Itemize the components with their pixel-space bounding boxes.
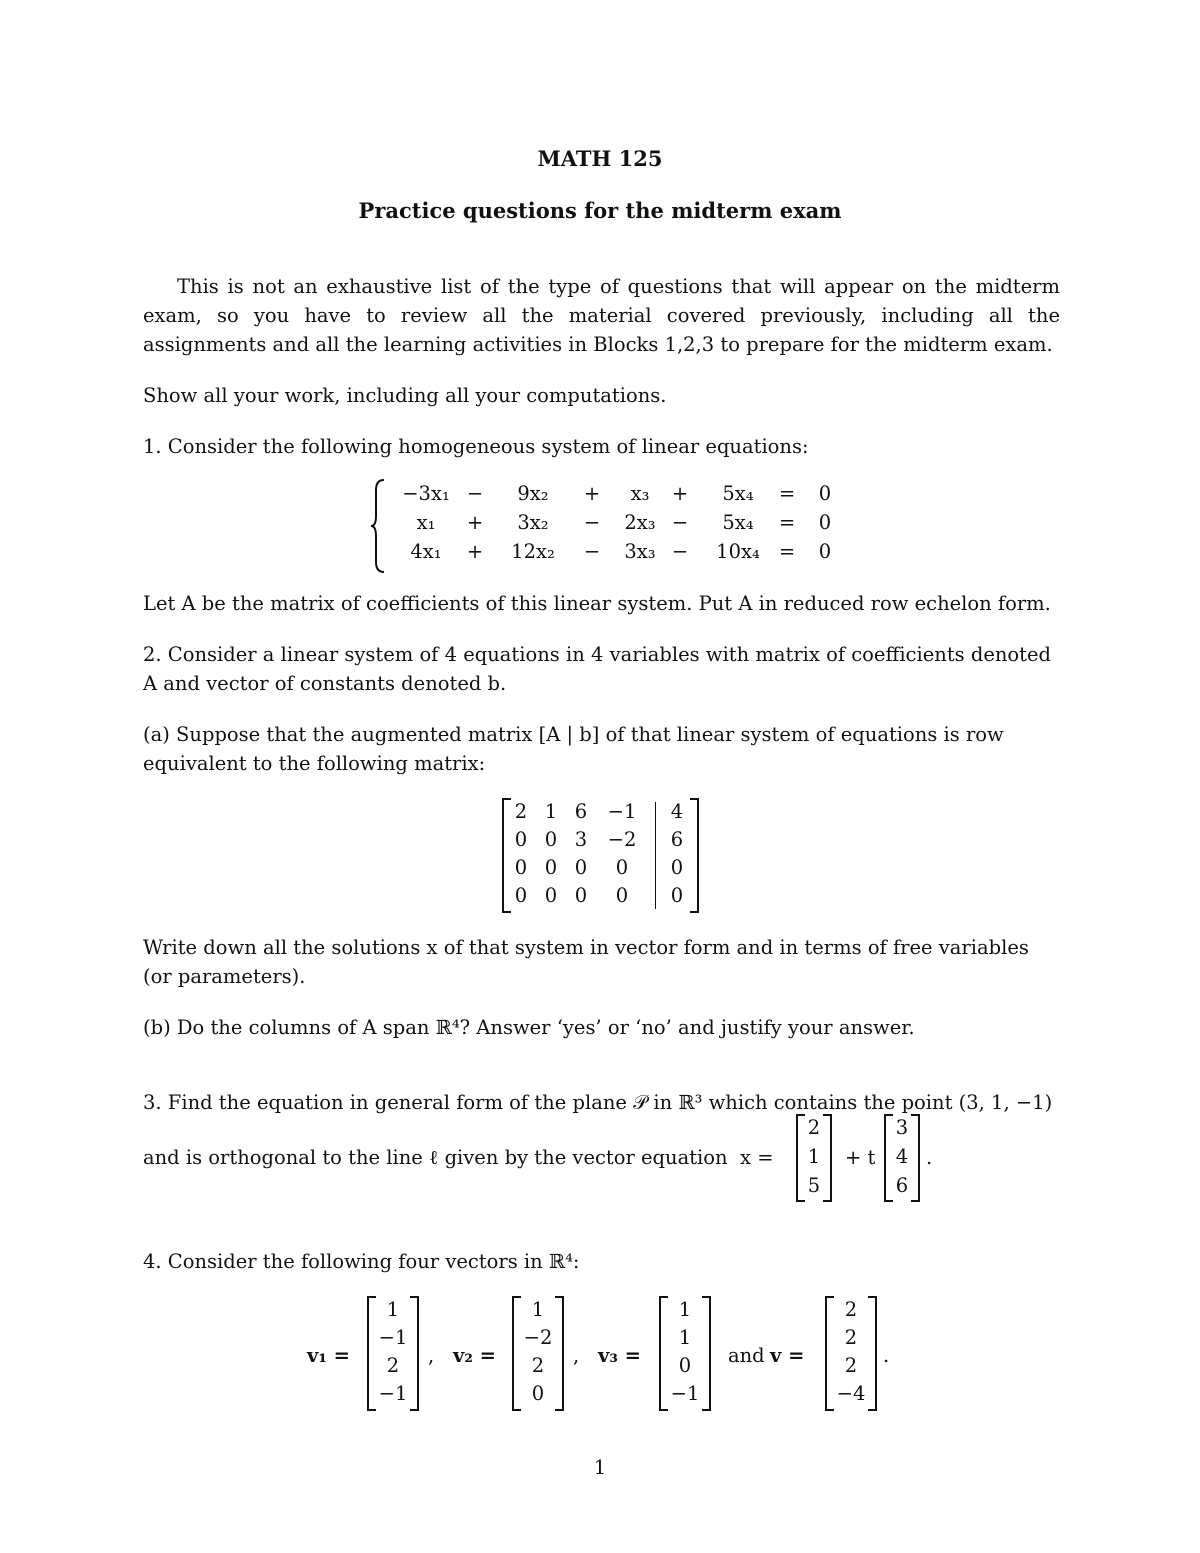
- q2a-after-line1: Write down all the solutions x of that system in vector form and in terms of free variables: [143, 936, 1029, 959]
- equation-term: +: [466, 540, 484, 563]
- v1-vector: [367, 1296, 419, 1411]
- intro-paragraph: This is not an exhaustive list of the type of questions that will appear on the midterm exam, so you have to review all the material covered previously, including all the assignments and all the learning activities in Blocks 1,2,3 to prepare for the midterm exam.: [143, 275, 1060, 356]
- q3-plus-t: + t: [845, 1146, 876, 1169]
- matrix-entry: 6: [574, 800, 588, 823]
- equation-term: −: [583, 511, 601, 534]
- vector-entry: 2: [844, 1326, 858, 1349]
- equation-term: 2x₃: [624, 511, 656, 534]
- equation-term: −: [466, 482, 484, 505]
- final-period: .: [883, 1344, 890, 1367]
- equation-term: 10x₄: [716, 540, 760, 563]
- equation-term: −3x₁: [402, 482, 450, 505]
- vector-entry: 1: [531, 1298, 545, 1321]
- page-number: 1: [593, 1456, 607, 1479]
- v3-vector: [659, 1296, 711, 1411]
- instructions-paragraph: Show all your work, including all your computations.: [143, 384, 667, 407]
- page-subtitle: Practice questions for the midterm exam: [358, 198, 842, 223]
- left-brace: [370, 478, 388, 574]
- matrix-entry: 0: [514, 856, 528, 879]
- equation-term: −: [583, 540, 601, 563]
- matrix-entry: 6: [670, 828, 684, 851]
- v1-label: v₁ =: [307, 1344, 350, 1367]
- matrix-entry: −2: [607, 828, 637, 851]
- equation-term: −: [671, 540, 689, 563]
- q2a-after-line2: (or parameters).: [143, 965, 306, 988]
- equation-term: 5x₄: [722, 482, 754, 505]
- equation-term: 0: [818, 482, 832, 505]
- v2-label: v₂ =: [453, 1344, 496, 1367]
- separator-comma: ,: [428, 1344, 435, 1367]
- matrix-entry: 0: [574, 884, 588, 907]
- equation-term: 3x₂: [517, 511, 549, 534]
- vector-entry: 1: [386, 1298, 400, 1321]
- matrix-entry: 0: [544, 884, 558, 907]
- q2-intro-line1: 2. Consider a linear system of 4 equations in 4 variables with matrix of coefficients denoted: [143, 643, 1052, 666]
- equation-term: 9x₂: [517, 482, 549, 505]
- q2b-question: (b) Do the columns of A span ℝ⁴? Answer ‘yes’ or ‘no’ and justify your answer.: [143, 1016, 915, 1039]
- equation-term: 3x₃: [624, 540, 656, 563]
- vector-entry: 1: [678, 1298, 692, 1321]
- equation-term: 0: [818, 540, 832, 563]
- equation-term: 5x₄: [722, 511, 754, 534]
- equation-term: =: [778, 540, 796, 563]
- v3-label: v₃ =: [598, 1344, 641, 1367]
- vector-entry: 1: [678, 1326, 692, 1349]
- vector-entry: 4: [895, 1145, 909, 1168]
- equation-term: =: [778, 511, 796, 534]
- vector-entry: −1: [670, 1382, 700, 1405]
- q1-intro: 1. Consider the following homogeneous system of linear equations:: [143, 435, 809, 458]
- q3-lhs: x =: [740, 1146, 774, 1169]
- and-word: and: [728, 1344, 765, 1367]
- separator-comma: ,: [573, 1344, 580, 1367]
- equation-term: 0: [818, 511, 832, 534]
- vector-entry: 3: [895, 1116, 909, 1139]
- matrix-entry: 0: [670, 884, 684, 907]
- vector-entry: 6: [895, 1174, 909, 1197]
- equation-term: +: [671, 482, 689, 505]
- vector-entry: −1: [378, 1326, 408, 1349]
- v-vector: [825, 1296, 877, 1411]
- matrix-entry: 4: [670, 800, 684, 823]
- vector-entry: −1: [378, 1382, 408, 1405]
- vector-entry: −4: [836, 1382, 866, 1405]
- augment-bar: [655, 802, 656, 909]
- equation-term: x₃: [630, 482, 650, 505]
- v-label: v =: [770, 1344, 805, 1367]
- q4-intro: 4. Consider the following four vectors in ℝ⁴:: [143, 1250, 580, 1273]
- vector-entry: 2: [844, 1354, 858, 1377]
- q2a-line1: (a) Suppose that the augmented matrix [A | b] of that linear system of equations is row: [143, 723, 1004, 746]
- vector-entry: 0: [678, 1354, 692, 1377]
- q1-question: Let A be the matrix of coefficients of this linear system. Put A in reduced row echelon form.: [143, 592, 1051, 615]
- v2-vector: [512, 1296, 564, 1411]
- matrix-entry: 0: [670, 856, 684, 879]
- matrix-entry: 0: [514, 884, 528, 907]
- equation-term: 12x₂: [511, 540, 555, 563]
- equation-term: −: [671, 511, 689, 534]
- q3-line1: 3. Find the equation in general form of the plane 𝒫 in ℝ³ which contains the point (3, 1, −1): [143, 1091, 1053, 1114]
- matrix-entry: 1: [544, 800, 558, 823]
- equation-term: x₁: [416, 511, 436, 534]
- matrix-entry: 0: [514, 828, 528, 851]
- matrix-entry: 2: [514, 800, 528, 823]
- q1-equation-system: [370, 478, 830, 574]
- q3-direction-vector: [884, 1114, 920, 1202]
- vector-entry: 2: [807, 1116, 821, 1139]
- matrix-entry: 0: [615, 884, 629, 907]
- course-title: MATH 125: [537, 146, 663, 171]
- q3-period: .: [926, 1146, 933, 1169]
- matrix-entry: 3: [574, 828, 588, 851]
- q3-line2-prefix: and is orthogonal to the line ℓ given by the vector equation: [143, 1146, 728, 1169]
- vector-entry: 5: [807, 1174, 821, 1197]
- q3-point-vector: [796, 1114, 832, 1202]
- vector-entry: 2: [844, 1298, 858, 1321]
- vector-entry: 2: [386, 1354, 400, 1377]
- q2a-line2: equivalent to the following matrix:: [143, 752, 486, 775]
- matrix-entry: 0: [615, 856, 629, 879]
- q2-intro-line2: A and vector of constants denoted b.: [143, 672, 507, 695]
- vector-entry: −2: [523, 1326, 553, 1349]
- matrix-entry: −1: [607, 800, 637, 823]
- equation-term: 4x₁: [410, 540, 442, 563]
- equation-term: =: [778, 482, 796, 505]
- augmented-matrix: [502, 798, 699, 913]
- matrix-right-bracket: [690, 798, 699, 913]
- vector-entry: 2: [531, 1354, 545, 1377]
- matrix-entry: 0: [544, 856, 558, 879]
- equation-term: +: [583, 482, 601, 505]
- matrix-entry: 0: [574, 856, 588, 879]
- vector-entry: 1: [807, 1145, 821, 1168]
- equation-term: +: [466, 511, 484, 534]
- matrix-entry: 0: [544, 828, 558, 851]
- vector-entry: 0: [531, 1382, 545, 1405]
